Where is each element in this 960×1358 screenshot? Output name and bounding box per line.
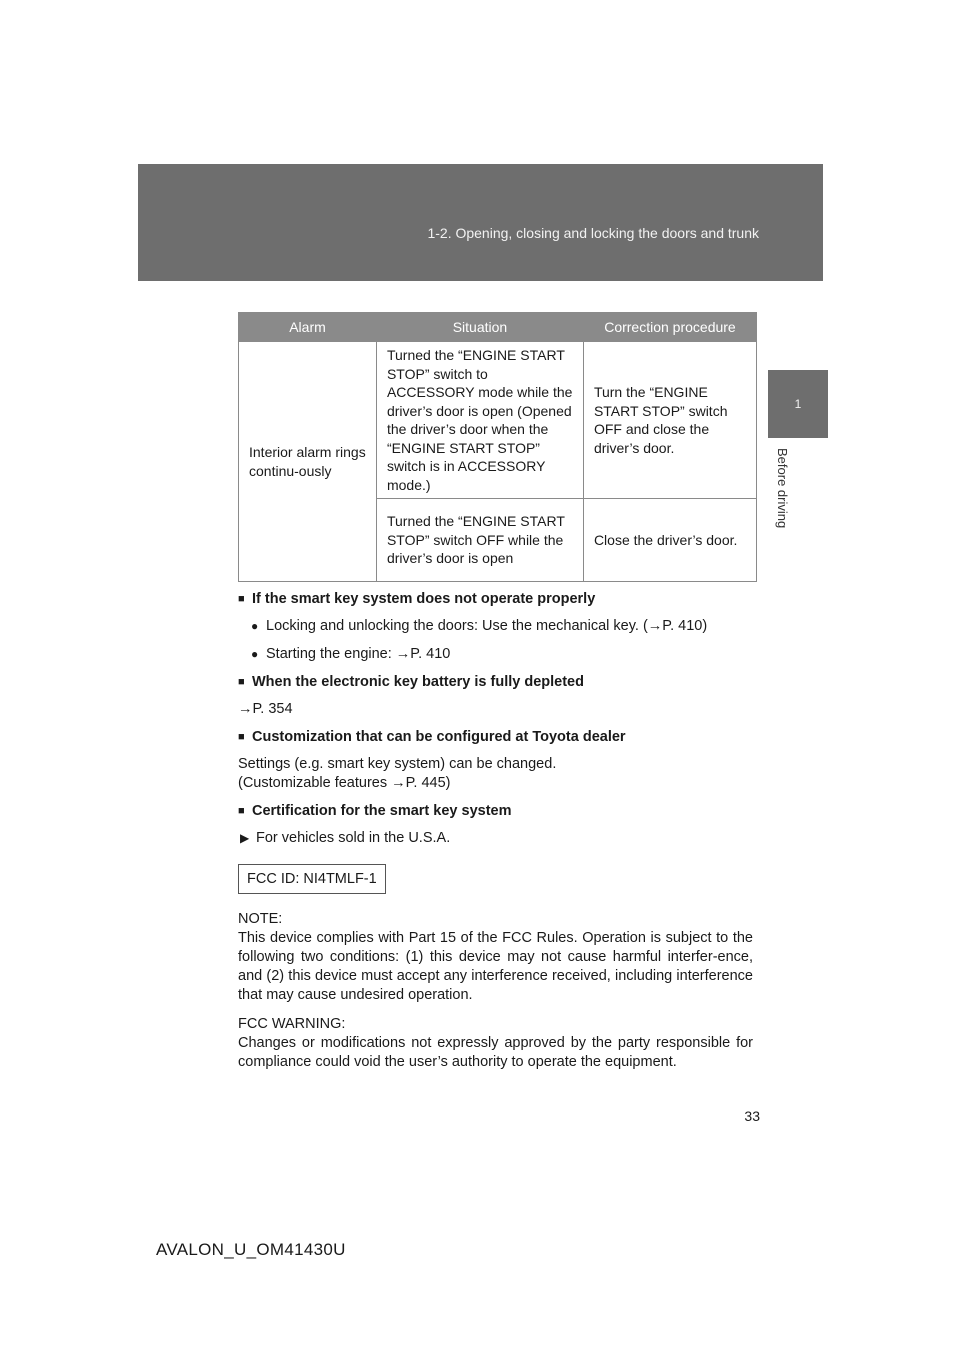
warning-text: Changes or modifications not expressly approved by the party responsible for compliance could void the user’s authority to operate the equipment. [238, 1035, 753, 1070]
customization-line1: Settings (e.g. smart key system) can be changed. [238, 756, 557, 772]
alarm-table [238, 312, 757, 582]
correction-cell: Turn the “ENGINE START STOP” switch OFF and close the driver’s door. [583, 342, 756, 499]
note-text: This device complies with Part 15 of the FCC Rules. Operation is subject to the following two conditions: (1) this device may not cause harmful interfer-ence, and (2) this device must accept any interference received, including interference that may cause undesired operation. [238, 930, 753, 1003]
chapter-label: Before driving [775, 448, 790, 529]
header-alarm: Alarm [239, 313, 377, 342]
chapter-number-tab: 1 [768, 370, 828, 438]
header-band [138, 164, 823, 281]
header-correction: Correction procedure [583, 313, 756, 342]
document-code: AVALON_U_OM41430U [156, 1240, 346, 1259]
warning-label: FCC WARNING: [238, 1016, 346, 1032]
bullet-locking-unlocking: ● Locking and unlocking the doors: Use the mechanical key. (→P. 410) [238, 617, 753, 636]
battery-page-ref: →P. 354 [238, 701, 293, 717]
heading-customization: ■ Customization that can be configured at Toyota dealer [238, 728, 753, 747]
page-number: 33 [744, 1108, 760, 1124]
heading-battery-depleted: ■ When the electronic key battery is fully depleted [238, 673, 753, 692]
correction-cell: Close the driver’s door. [583, 499, 756, 582]
vehicles-usa: ▶ For vehicles sold in the U.S.A. [238, 829, 753, 848]
fcc-id-box: FCC ID: NI4TMLF-1 [238, 864, 386, 894]
situation-cell: Turned the “ENGINE START STOP” switch OFF while the driver’s door is open [376, 499, 583, 582]
header-situation: Situation [376, 313, 583, 342]
content-body [238, 590, 753, 1082]
alarm-cell: Interior alarm rings continu-ously [239, 342, 377, 582]
heading-certification: ■ Certification for the smart key system [238, 802, 753, 821]
customization-line2: (Customizable features →P. 445) [238, 775, 451, 791]
bullet-starting-engine: ● Starting the engine: →P. 410 [238, 645, 753, 664]
situation-cell: Turned the “ENGINE START STOP” switch to ACCESSORY mode while the driver’s door is open (Opened the driver’s door when the “ENGINE START STOP” switch is in ACCESSORY mode.) [376, 342, 583, 499]
heading-smart-key-not-operating: ■ If the smart key system does not operate properly [238, 590, 753, 609]
note-label: NOTE: [238, 911, 283, 927]
table-row [239, 342, 757, 499]
table-header-row [239, 313, 757, 342]
section-title: 1-2. Opening, closing and locking the doors and trunk [427, 225, 759, 241]
